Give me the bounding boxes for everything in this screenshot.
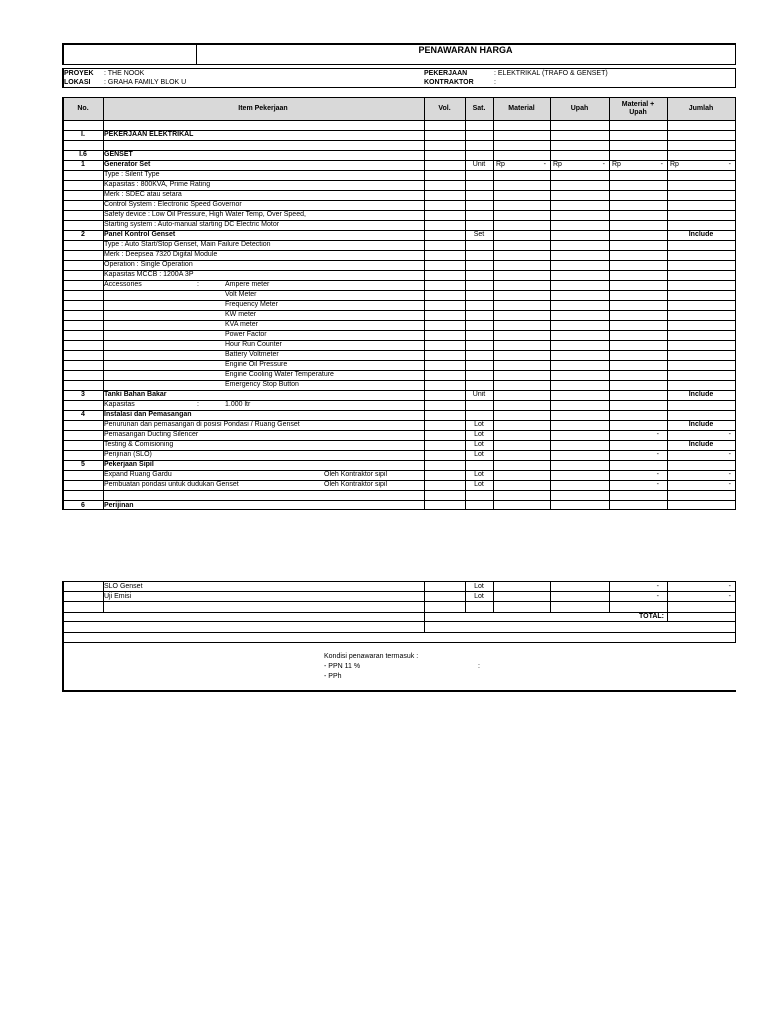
row-unit: Lot xyxy=(474,593,484,600)
row-line xyxy=(62,330,736,331)
row-jumlah: - xyxy=(728,451,731,458)
row-item: Perijinan xyxy=(104,502,134,509)
row-material-upah: - xyxy=(656,431,659,438)
row-number: 1 xyxy=(81,161,85,168)
row-subitem: Engine Oil Pressure xyxy=(225,361,288,368)
row-dash: - xyxy=(543,161,546,168)
row-item: Operation : Single Operation xyxy=(104,261,193,268)
row-line xyxy=(62,140,736,141)
row-jumlah: - xyxy=(728,583,731,590)
column-divider xyxy=(735,120,736,510)
row-line xyxy=(62,280,736,281)
table2-left-border xyxy=(62,581,64,691)
kontraktor-value: : xyxy=(494,79,496,86)
row-line xyxy=(62,290,736,291)
info-top-border xyxy=(62,68,736,69)
row-jumlah: - xyxy=(728,481,731,488)
row-subitem: Frequency Meter xyxy=(225,301,278,308)
row-item: Control System : Electronic Speed Governor xyxy=(104,201,242,208)
row-item: Penurunan dan pemasangan di posisi Pondasi / Ruang Genset xyxy=(104,421,300,428)
proyek-value: : THE NOOK xyxy=(104,70,145,77)
row-unit: Unit xyxy=(472,161,486,168)
page-title: PENAWARAN HARGA xyxy=(418,45,513,55)
col-upah: Upah xyxy=(570,105,589,112)
kondisi-ppn: - PPN 11 % xyxy=(324,663,361,670)
row-jumlah: - xyxy=(728,593,731,600)
info-right-border xyxy=(735,68,736,88)
row-jumlah: - xyxy=(728,471,731,478)
kondisi-ppn-colon: : xyxy=(478,663,480,670)
row-number: 2 xyxy=(81,231,85,238)
row-item: Instalasi dan Pemasangan xyxy=(104,411,192,418)
row-item: Starting system : Auto-manual starting DC Electric Motor xyxy=(104,221,280,228)
column-header-top xyxy=(62,97,736,98)
row-subitem: KVA meter xyxy=(225,321,258,328)
row-number: I. xyxy=(81,131,85,138)
header-column-divider xyxy=(667,97,668,120)
header-column-divider xyxy=(550,97,551,120)
row-number: 3 xyxy=(81,391,85,398)
row-item: Kapasitas : 800KVA, Prime Rating xyxy=(104,181,211,188)
col-jumlah: Jumlah xyxy=(688,105,714,112)
header-column-divider xyxy=(735,97,736,120)
row-jumlah: - xyxy=(728,431,731,438)
row-item: Type : Auto Start/Stop Genset, Main Failure Detection xyxy=(104,241,271,248)
row-currency: Rp xyxy=(670,161,679,168)
header-column-divider xyxy=(103,97,104,120)
row-line xyxy=(62,500,736,501)
row-material-upah: - xyxy=(656,481,659,488)
kondisi-pph: - PPh xyxy=(324,673,342,680)
pekerjaan-label: PEKERJAAN xyxy=(424,70,468,77)
row-unit: Set xyxy=(473,231,485,238)
row-subitem: Emergency Stop Button xyxy=(225,381,299,388)
row-line xyxy=(62,340,736,341)
row-line xyxy=(62,642,736,643)
row-line xyxy=(62,380,736,381)
row-item: Pemasangan Ducting Silencer xyxy=(104,431,199,438)
row-item: Pembuatan pondasi untuk dudukan Genset xyxy=(104,481,239,488)
column-divider xyxy=(550,581,551,612)
row-item: Expand Ruang Gardu xyxy=(104,471,172,478)
row-item: Kapasitas xyxy=(104,401,135,408)
row-item: GENSET xyxy=(104,151,133,158)
header-column-divider xyxy=(609,97,610,120)
row-item: Merk : SDEC atau setara xyxy=(104,191,182,198)
row-number: I.6 xyxy=(79,151,87,158)
row-line xyxy=(62,460,736,461)
row-line xyxy=(62,490,736,491)
column-divider xyxy=(424,581,425,612)
header-column-divider xyxy=(465,97,466,120)
row-dash: - xyxy=(660,161,663,168)
row-material-upah: - xyxy=(656,593,659,600)
row-subitem: Battery Voltmeter xyxy=(225,351,279,358)
row-subitem: Hour Run Counter xyxy=(225,341,282,348)
row-item: Merk : Deepsea 7320 Digital Module xyxy=(104,251,218,258)
column-divider xyxy=(493,581,494,612)
row-currency: Rp xyxy=(612,161,621,168)
pekerjaan-value: : ELEKTRIKAL (TRAFO & GENSET) xyxy=(494,70,608,77)
row-item: Perijinan (SLO) xyxy=(104,451,152,458)
row-colon: : xyxy=(197,401,199,408)
lokasi-value: : GRAHA FAMILY BLOK U xyxy=(104,79,187,86)
col-sat: Sat. xyxy=(472,105,486,112)
header-left-border xyxy=(62,43,64,65)
row-line xyxy=(62,621,736,622)
row-jumlah: Include xyxy=(688,231,714,238)
row-item: Panel Kontrol Genset xyxy=(104,231,176,238)
row-item: Accessories xyxy=(104,281,142,288)
kontraktor-label: KONTRAKTOR xyxy=(424,79,474,86)
row-item: Type : Silent Type xyxy=(104,171,160,178)
row-unit: Lot xyxy=(474,441,484,448)
row-line xyxy=(62,150,736,151)
row-subitem: Volt Meter xyxy=(225,291,257,298)
row-subitem: 1.000 ltr xyxy=(225,401,251,408)
proyek-label: PROYEK xyxy=(64,70,94,77)
row-unit: Lot xyxy=(474,421,484,428)
row-number: 4 xyxy=(81,411,85,418)
row-line xyxy=(62,632,736,633)
row-line xyxy=(62,601,736,602)
row-line xyxy=(62,400,736,401)
bottom-border xyxy=(62,690,736,692)
row-unit: Lot xyxy=(474,431,484,438)
row-subitem: KW meter xyxy=(225,311,257,318)
col-material: Material xyxy=(508,105,535,112)
row-unit: Lot xyxy=(474,471,484,478)
col-vol: Vol. xyxy=(438,105,451,112)
kondisi-title: Kondisi penawaran termasuk : xyxy=(324,653,419,660)
column-divider xyxy=(62,120,64,510)
row-item: PEKERJAAN ELEKTRIKAL xyxy=(104,131,194,138)
info-bottom-border xyxy=(62,87,736,88)
row-dash: - xyxy=(602,161,605,168)
row-line xyxy=(62,300,736,301)
row-material-upah: - xyxy=(656,451,659,458)
col-material-upah-1: Material + xyxy=(621,101,655,108)
row-line xyxy=(62,360,736,361)
column-header-bottom xyxy=(62,120,736,121)
row-item: Kapasitas MCCB : 1200A 3P xyxy=(104,271,194,278)
row-subitem: Engine Cooling Water Temperature xyxy=(225,371,334,378)
row-item: Uji Emisi xyxy=(104,593,132,600)
row-note: Oleh Kontraktor sipil xyxy=(324,471,388,478)
row-material-upah: - xyxy=(656,583,659,590)
header-right-border xyxy=(735,45,736,65)
row-item: Safety device : Low Oil Pressure, High Water Temp, Over Speed, xyxy=(104,211,306,218)
row-subitem: Ampere meter xyxy=(225,281,270,288)
row-currency: Rp xyxy=(496,161,505,168)
column-divider xyxy=(550,120,551,510)
total-divider xyxy=(424,612,425,632)
row-jumlah: Include xyxy=(688,421,714,428)
row-line xyxy=(62,320,736,321)
row-unit: Lot xyxy=(474,481,484,488)
row-number: 6 xyxy=(81,502,85,509)
col-no: No. xyxy=(77,105,89,112)
header-column-divider xyxy=(62,97,64,120)
row-unit: Lot xyxy=(474,451,484,458)
row-line xyxy=(62,310,736,311)
row-line xyxy=(62,170,736,171)
total-label: TOTAL: xyxy=(638,613,664,620)
header-bottom-border xyxy=(62,64,736,65)
row-item: Tanki Bahan Bakar xyxy=(104,391,167,398)
col-item: Item Pekerjaan xyxy=(238,105,288,112)
header-column-divider xyxy=(493,97,494,120)
row-item: SLO Genset xyxy=(104,583,143,590)
row-dash: - xyxy=(728,161,731,168)
column-divider xyxy=(424,120,425,510)
lokasi-label: LOKASI xyxy=(64,79,91,86)
row-note: Oleh Kontraktor sipil xyxy=(324,481,388,488)
row-colon: : xyxy=(197,281,199,288)
row-number: 5 xyxy=(81,461,85,468)
row-item: Generator Set xyxy=(104,161,151,168)
col-material-upah-2: Upah xyxy=(629,109,647,116)
row-item: Pekerjaan Sipil xyxy=(104,461,154,468)
total-underline xyxy=(667,621,735,622)
row-jumlah: Include xyxy=(688,441,714,448)
row-line xyxy=(62,350,736,351)
row-unit: Lot xyxy=(474,583,484,590)
header-column-divider xyxy=(424,97,425,120)
row-currency: Rp xyxy=(553,161,562,168)
row-jumlah: Include xyxy=(688,391,714,398)
column-divider xyxy=(493,120,494,510)
row-item: Testing & Comisioning xyxy=(104,441,174,448)
row-subitem: Power Factor xyxy=(225,331,267,338)
row-unit: Unit xyxy=(472,391,486,398)
row-line xyxy=(62,370,736,371)
row-line xyxy=(62,509,736,510)
row-material-upah: - xyxy=(656,471,659,478)
